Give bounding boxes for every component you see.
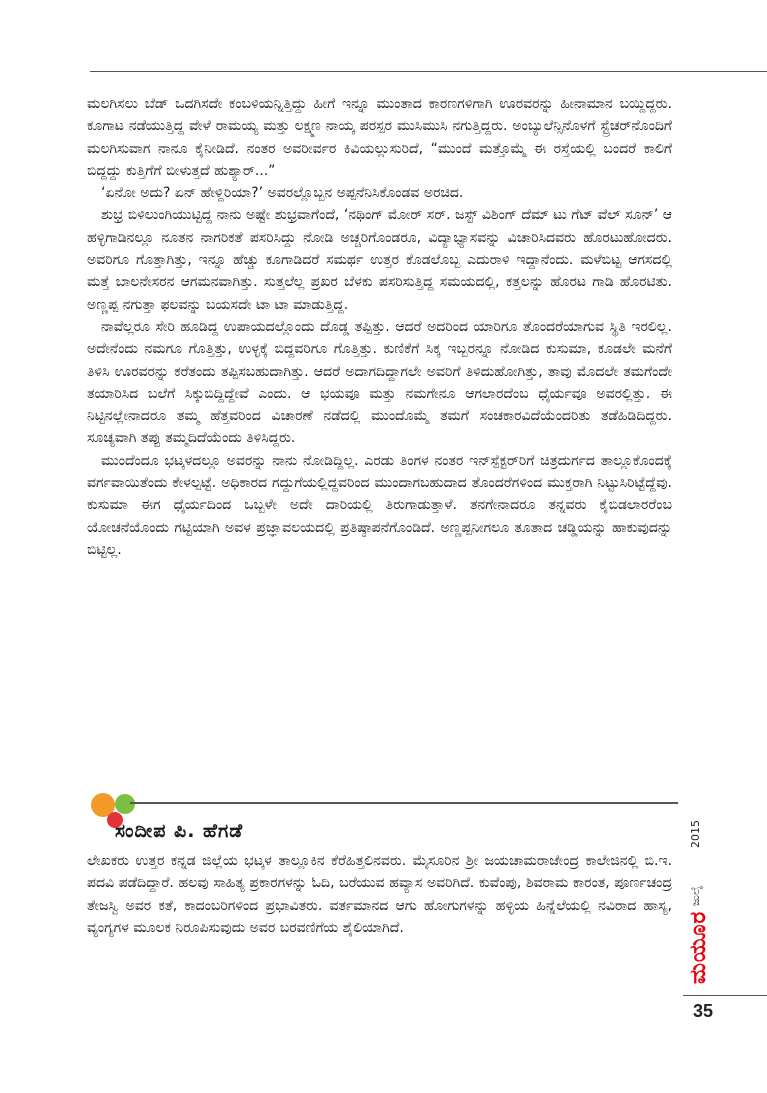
footer-rule — [683, 995, 767, 996]
header-rule — [90, 71, 767, 72]
article-body — [87, 93, 672, 561]
paragraph: ನಾವೆಲ್ಲರೂ ಸೇರಿ ಹೂಡಿದ್ದ ಉಪಾಯದಲ್ಲೊಂದು ದೊಡ್ಡ ತಪ್ಪಿತ್ತು. ಆದರೆ ಅದರಿಂದ ಯಾರಿಗೂ ತೊಂದರೆಯಾಗುವ ಸ್ಥಿತಿ ಇರಲಿಲ್ಲ. ಅದೇನೆಂದು ನಮಗೂ ಗೊತ್ತಿತ್ತು, ಉಳ್ಳಕ್ಕೆ ಬಿದ್ದವರಿಗೂ ಗೊತ್ತಿತ್ತು. ಕುಣಿಕೆಗೆ ಸಿಕ್ಕ ಇಬ್ಬರನ್ನೂ ನೋಡಿದ ಕುಸುಮಾ, ಕೂಡಲೇ ಮನೆಗೆ ತಿಳಿಸಿ ಊರವರನ್ನು ಕರೆತಂದು ತಪ್ಪಿಸಬಹುದಾಗಿತ್ತು. ಆದರೆ ಅದಾಗದಿದ್ದಾಗಲೇ ಅವರಿಗೆ ತಿಳಿದುಹೋಗಿತ್ತು, ತಾವು ಮೊದಲೇ ತಮಗೆಂದೇ ತಯಾರಿಸಿದ ಬಲೆಗೆ ಸಿಕ್ಕುಬಿದ್ದಿದ್ದೇವೆ ಎಂದು. ಆ ಭಯವೂ ಮತ್ತು ನಮಗೇನೂ ಆಗಲಾರದೆಂಬ ಧೈರ್ಯವೂ ಅವರಲ್ಲಿತ್ತು. ಈ ನಿಟ್ಟಿನಲ್ಲೇನಾದರೂ ತಮ್ಮ ಹೆತ್ತವರಿಂದ ವಿಚಾರಣೆ ನಡೆದಲ್ಲಿ ಮುಂದೊಮ್ಮೆ ತಮಗೆ ಸಂಚಕಾರವಿದೆಯೆಂದರಿತು ತಡೆಹಿಡಿದಿದ್ದರು. ಸೂಚ್ಯವಾಗಿ ತಪ್ಪು ತಮ್ಮದಿದೆಯೆಂದು ತಿಳಿಸಿದ್ದರು. — [87, 318, 672, 447]
issue-month: ಜುಲೈ — [689, 885, 702, 906]
paragraph: ಮುಂದೆಂದೂ ಭಟ್ಕಳದಲ್ಲೂ ಅವರನ್ನು ನಾನು ನೋಡಿದ್ದಿಲ್ಲ. ಎರಡು ತಿಂಗಳ ನಂತರ ಇನ್‌ಸ್ಪೆಕ್ಟರ್‌ರಿಗೆ ಚಿತ್ರದುರ್ಗದ ತಾಲ್ಲೂಕೊಂದಕ್ಕೆ ವರ್ಗವಾಯಿತೆಂದು ಕೇಳಲ್ಪಟ್ಟೆ. ಅಧಿಕಾರದ ಗದ್ದುಗೆಯಲ್ಲಿದ್ದವರಿಂದ ಮುಂದಾಗಬಹುದಾದ ತೊಂದರೆಗಳಿಂದ ಮುಕ್ತರಾಗಿ ನಿಟ್ಟುಸಿರಿಟ್ಟೆದ್ದೆವು. ಕುಸುಮಾ ಈಗ ಧೈರ್ಯದಿಂದ ಒಬ್ಬಳೇ ಅದೇ ದಾರಿಯಲ್ಲಿ ತಿರುಗಾಡುತ್ತಾಳೆ. ತನಗೇನಾದರೂ ತನ್ನವರು ಕೈಬಿಡಲಾರರೆಂಬ ಯೋಚನೆಯೊಂದು ಗಟ್ಟಿಯಾಗಿ ಅವಳ ಪ್ರಜ್ಞಾವಲಯದಲ್ಲಿ ಪ್ರತಿಷ್ಠಾಪನೆಗೊಂಡಿದೆ. ಅಣ್ಣಪ್ಪನೀಗಲೂ ತೂತಾದ ಚಡ್ಡಿಯನ್ನು ಹಾಕುವುದನ್ನು ಬಿಟ್ಟಿಲ್ಲ. — [87, 452, 672, 558]
paragraph: ‘ಏನೋ ಅದು? ಏನ್ ಹೇಳ್ದಿರಿಯಾ?’ ಅವರಲ್ಲೊಬ್ಬನ ಅಪ್ಪನೆನಿಸಿಕೊಂಡವ ಅರಚಿದ. — [101, 185, 464, 202]
paragraph: ಶುಭ್ರ ಬಿಳಿಲುಂಗಿಯುಟ್ಟಿದ್ದ ನಾನು ಅಷ್ಟೇ ಶುಭ್ರವಾಗೆಂದೆ, ‘ನಥಿಂಗ್ ಮೋರ್ ಸರ್. ಜಸ್ಟ್ ವಿಶಿಂಗ್ ದೆಮ್ ಟು ಗೆಟ್ ವೆಲ್ ಸೂನ್’ ಆ ಹಳ್ಳಿಗಾಡಿನಲ್ಲೂ ನೂತನ ನಾಗರಿಕತೆ ಪಸರಿಸಿದ್ದು ನೋಡಿ ಅಚ್ಚರಿಗೊಂಡರೂ, ವಿದ್ಯಾಭ್ಯಾಸವನ್ನು ವಿಚಾರಿಸಿದವರು ಹೊರಟುಹೋದರು. ಅವರಿಗೂ ಗೊತ್ತಾಗಿತ್ತು, ಇನ್ನೂ ಹೆಚ್ಚು ಕೂಗಾಡಿದರೆ ಸಮರ್ಥ ಉತ್ತರ ಕೊಡಲೊಬ್ಬ ಎದುರಾಳಿ ಇದ್ದಾನೆಂದು. ಮಳೆಬಿಟ್ಟ ಆಗಸದಲ್ಲಿ ಮತ್ತೆ ಬಾಲನೇಸರನ ಆಗಮನವಾಗಿತ್ತು. ಸುತ್ತಲೆಲ್ಲ ಪ್ರಖರ ಬೆಳಕು ಪಸರಿಸುತ್ತಿದ್ದ ಸಮಯದಲ್ಲಿ, ಕತ್ತಲನ್ನು ಹೊರಟ ಗಾಡಿ ಹೊರಟಿತು. ಅಣ್ಣಪ್ಪ ನಗುತ್ತಾ ಫಲವನ್ನು ಬಯಸದೇ ಟಾ ಟಾ ಮಾಡುತ್ತಿದ್ದ. — [87, 207, 673, 313]
author-name: ಸಂದೀಪ ಪಿ. ಹೆಗಡೆ — [115, 820, 244, 842]
issue-year: 2015 — [689, 820, 702, 848]
page-number: 35 — [692, 1001, 714, 1021]
bio-rule — [130, 802, 678, 804]
author-bio: ಲೇಖಕರು ಉತ್ತರ ಕನ್ನಡ ಜಿಲ್ಲೆಯ ಭಟ್ಕಳ ತಾಲ್ಲೂಕಿನ ಕೆರೆಹಿತ್ತಲಿನವರು. ಮೈಸೂರಿನ ಶ್ರೀ ಜಯಚಾಮರಾಜೇಂದ್ರ ಕಾಲೇಜಿನಲ್ಲಿ ಬಿ.ಇ. ಪದವಿ ಪಡೆದಿದ್ದಾರೆ. ಹಲವು ಸಾಹಿತ್ಯ ಪ್ರಕಾರಗಳನ್ನು ಓದಿ, ಬರೆಯುವ ಹವ್ಯಾಸ ಅವರಿಗಿದೆ. ಕುವೆಂಪು, ಶಿವರಾಮ ಕಾರಂತ, ಪೂರ್ಣಚಂದ್ರ ತೇಜಸ್ವಿ ಅವರ ಕತೆ, ಕಾದಂಬರಿಗಳಿಂದ ಪ್ರಭಾವಿತರು. ವರ್ತಮಾನದ ಆಗು ಹೋಗುಗಳನ್ನು ಹಳ್ಳಿಯ ಹಿನ್ನೆಲೆಯಲ್ಲಿ ನವಿರಾದ ಹಾಸ್ಯ, ವ್ಯಂಗ್ಯಗಳ ಮೂಲಕ ನಿರೂಪಿಸುವುದು ಅವರ ಬರವಣಿಗೆಯ ಶೈಲಿಯಾಗಿದೆ. — [87, 853, 672, 936]
magazine-masthead: ಮಯೂರ — [686, 910, 711, 984]
paragraph: ಮಲಗಿಸಲು ಬೆಡ್ ಒದಗಿಸದೇ ಕಂಬಳಿಯನ್ನಿತ್ತಿದ್ದು ಹೀಗೆ ಇನ್ನೂ ಮುಂತಾದ ಕಾರಣಗಳಿಗಾಗಿ ಊರವರನ್ನು ಹೀನಾಮಾನ ಬಯ್ದಿದ್ದರು. ಕೂಗಾಟ ನಡೆಯುತ್ತಿದ್ದ ವೇಳೆ ರಾಮಯ್ಯ ಮತ್ತು ಲಕ್ಷ್ಮಣ ನಾಯ್ಕ ಪರಸ್ಪರ ಮುಸಿಮುಸಿ ನಗುತ್ತಿದ್ದರು. ಅಂಬ್ಯುಲೆನ್ಸಿನೊಳಗೆ ಸ್ಟ್ರೆಚರ್‌ನೊಂದಿಗೆ ಮಲಗಿಸುವಾಗ ನಾನೂ ಕೈನೀಡಿದೆ. ನಂತರ ಅವರೀರ್ವರ ಕಿವಿಯಲ್ಲುಸುರಿದೆ, “ಮುಂದೆ ಮತ್ತೊಮ್ಮೆ ಈ ರಸ್ತೆಯಲ್ಲಿ ಬಂದರೆ ಕಾಲಿಗೆ ಬಿದ್ದದ್ದು ಕುತ್ತಿಗೆಗೆ ಬೀಳುತ್ತದೆ ಹುಶ್ಯಾರ್...” — [87, 96, 672, 179]
